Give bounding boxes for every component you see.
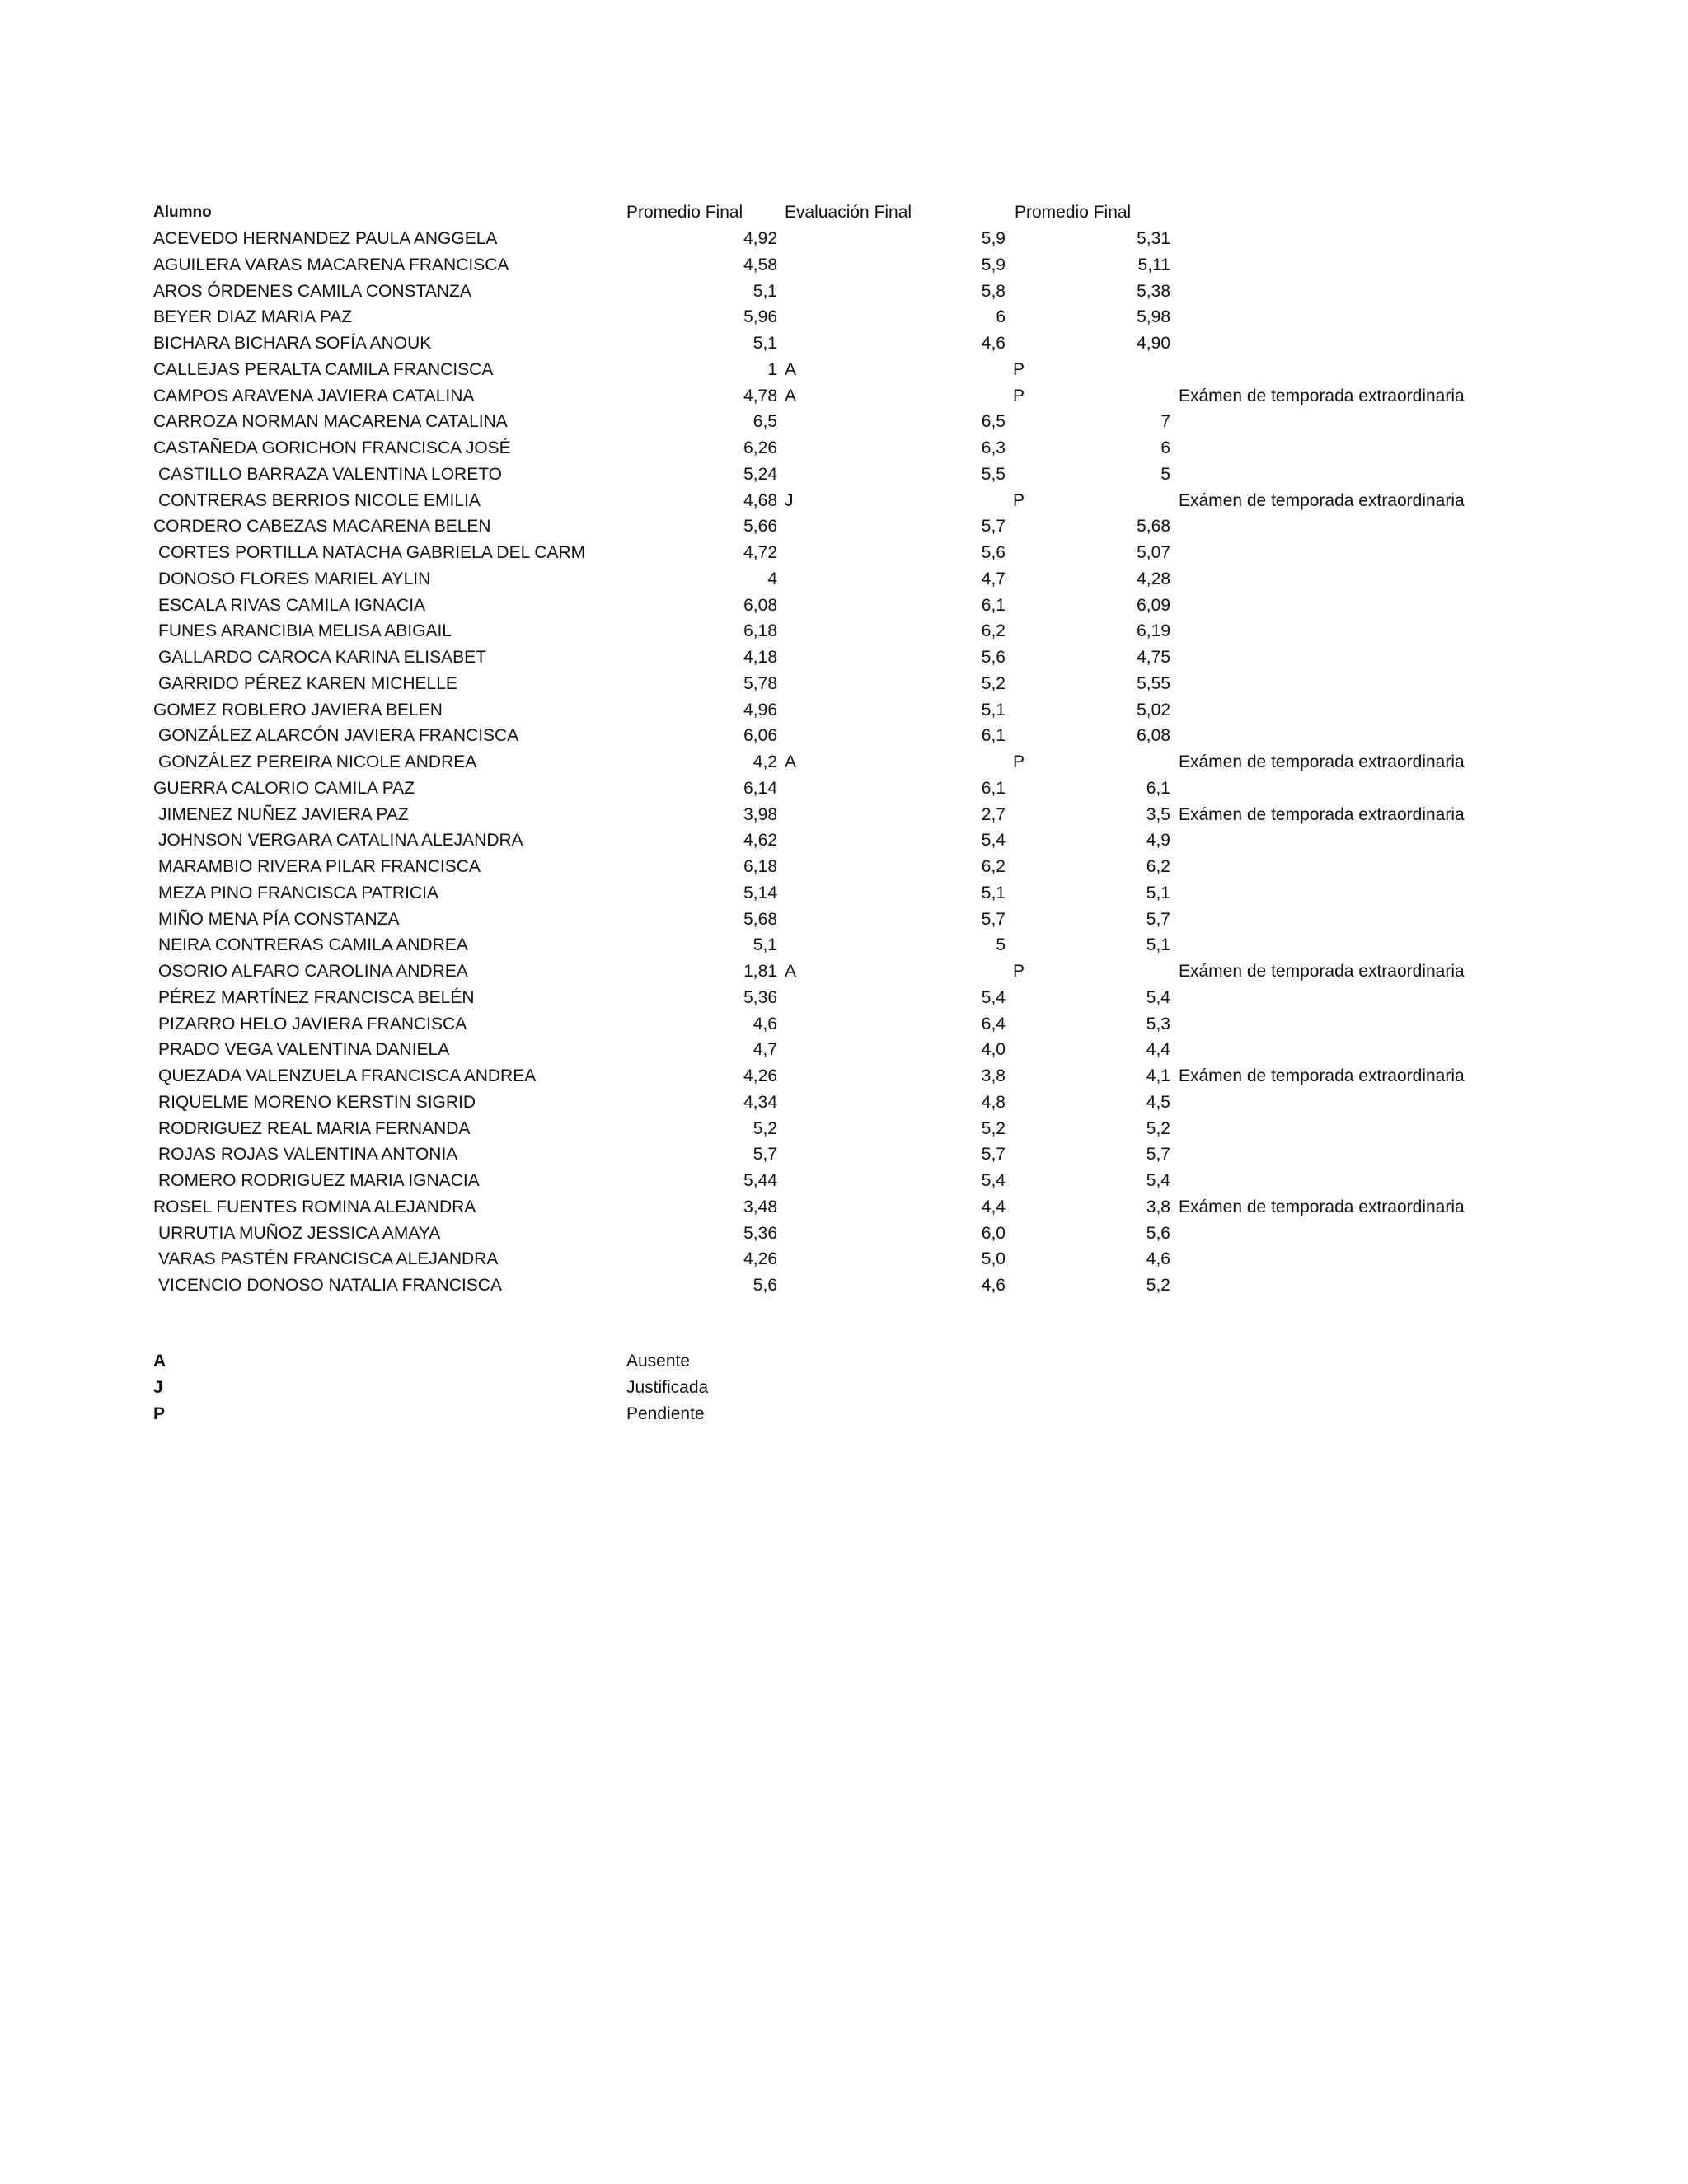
- note: Exámen de temporada extraordinaria: [1179, 804, 1465, 824]
- promedio-final-result: 5,6: [1146, 1223, 1170, 1243]
- student-name: BICHARA BICHARA SOFÍA ANOUK: [153, 334, 432, 353]
- evaluacion-final-value: 6,1: [981, 778, 1006, 798]
- evaluacion-final-value: 4,7: [981, 569, 1006, 588]
- note: Exámen de temporada extraordinaria: [1179, 1197, 1465, 1216]
- promedio-final-result: 4,6: [1146, 1249, 1170, 1269]
- evaluacion-final-value: 4,4: [981, 1197, 1006, 1216]
- evaluacion-final-value: 5,6: [981, 648, 1006, 667]
- student-name: JIMENEZ NUÑEZ JAVIERA PAZ: [158, 804, 409, 824]
- table-row: [0, 1221, 1688, 1247]
- evaluacion-final-value: 4,8: [981, 1092, 1006, 1112]
- student-name: VARAS PASTÉN FRANCISCA ALEJANDRA: [158, 1249, 499, 1269]
- table-row: [0, 644, 1688, 671]
- table-row: [0, 1037, 1688, 1063]
- promedio-final-value: 6,06: [743, 726, 777, 746]
- promedio-final-result: 6,09: [1137, 595, 1170, 615]
- promedio-final-result: 6,1: [1146, 778, 1170, 798]
- promedio-final-result: 5: [1160, 464, 1170, 484]
- table-row: [0, 252, 1688, 279]
- promedio-final-value: 4,6: [753, 1014, 777, 1033]
- promedio-final-result: 4,9: [1146, 831, 1170, 851]
- status-flag: A: [785, 752, 797, 771]
- promedio-final-result: 5,07: [1137, 543, 1170, 562]
- evaluacion-final-value: 6,1: [981, 595, 1006, 615]
- status-flag: A: [785, 359, 797, 379]
- header-row: [0, 199, 1688, 226]
- student-name: QUEZADA VALENZUELA FRANCISCA ANDREA: [158, 1066, 537, 1085]
- student-name: VICENCIO DONOSO NATALIA FRANCISCA: [158, 1276, 502, 1295]
- table-row: [0, 1090, 1688, 1116]
- student-name: CONTRERAS BERRIOS NICOLE EMILIA: [158, 490, 481, 510]
- table-row: [0, 566, 1688, 593]
- promedio-final-value: 4,2: [753, 752, 777, 771]
- student-name: GONZÁLEZ ALARCÓN JAVIERA FRANCISCA: [158, 726, 519, 746]
- evaluacion-final-value: 6,5: [981, 412, 1006, 432]
- table-row: [0, 1272, 1688, 1299]
- student-name: ESCALA RIVAS CAMILA IGNACIA: [158, 595, 426, 615]
- promedio-final-value: 5,1: [753, 935, 777, 955]
- promedio-final-value: 5,2: [753, 1118, 777, 1138]
- promedio-final-value: 4,7: [753, 1040, 777, 1060]
- table-row: [0, 985, 1688, 1011]
- evaluacion-final-value: 5: [996, 935, 1006, 955]
- evaluacion-final-value: 5,7: [981, 517, 1006, 537]
- promedio-final-value: 6,18: [743, 621, 777, 641]
- evaluacion-final-value: 5,5: [981, 464, 1006, 484]
- student-name: MIÑO MENA PÍA CONSTANZA: [158, 909, 400, 929]
- promedio-final-value: 6,18: [743, 857, 777, 876]
- status-flag: A: [785, 386, 797, 405]
- evaluacion-final-value: P: [1013, 752, 1025, 771]
- table-row: [0, 749, 1688, 776]
- student-name: ROSEL FUENTES ROMINA ALEJANDRA: [153, 1197, 476, 1216]
- promedio-final-value: 4,72: [743, 543, 777, 562]
- promedio-final-result: 6,2: [1146, 857, 1170, 876]
- promedio-final-result: 5,55: [1137, 673, 1170, 693]
- evaluacion-final-value: 5,4: [981, 831, 1006, 851]
- table-row: [0, 1063, 1688, 1090]
- table-row: [0, 409, 1688, 435]
- student-name: GARRIDO PÉREZ KAREN MICHELLE: [158, 673, 457, 693]
- header-promedio-final: Promedio Final: [626, 203, 743, 222]
- student-name: DONOSO FLORES MARIEL AYLIN: [158, 569, 431, 588]
- student-name: CAMPOS ARAVENA JAVIERA CATALINA: [153, 386, 475, 405]
- table-row: [0, 1141, 1688, 1168]
- student-name: ROMERO RODRIGUEZ MARIA IGNACIA: [158, 1171, 480, 1190]
- promedio-final-result: 3,5: [1146, 804, 1170, 824]
- promedio-final-value: 5,1: [753, 281, 777, 301]
- promedio-final-value: 5,66: [743, 517, 777, 537]
- promedio-final-value: 4,34: [743, 1092, 777, 1112]
- note: Exámen de temporada extraordinaria: [1179, 1066, 1465, 1085]
- promedio-final-value: 5,78: [743, 673, 777, 693]
- promedio-final-value: 4: [767, 569, 777, 588]
- promedio-final-value: 5,36: [743, 987, 777, 1007]
- table-row: [0, 304, 1688, 330]
- student-name: GONZÁLEZ PEREIRA NICOLE ANDREA: [158, 752, 477, 771]
- note: Exámen de temporada extraordinaria: [1179, 962, 1465, 981]
- promedio-final-result: 5,02: [1137, 700, 1170, 719]
- promedio-final-result: 4,4: [1146, 1040, 1170, 1060]
- promedio-final-value: 3,48: [743, 1197, 777, 1216]
- evaluacion-final-value: 4,6: [981, 1276, 1006, 1295]
- table-row: [0, 932, 1688, 958]
- promedio-final-result: 5,7: [1146, 909, 1170, 929]
- promedio-final-result: 5,68: [1137, 517, 1170, 537]
- evaluacion-final-value: 6: [996, 307, 1006, 327]
- student-name: URRUTIA MUÑOZ JESSICA AMAYA: [158, 1223, 441, 1243]
- evaluacion-final-value: 5,0: [981, 1249, 1006, 1269]
- student-name: CORDERO CABEZAS MACARENA BELEN: [153, 517, 491, 537]
- table-row: [0, 854, 1688, 880]
- promedio-final-value: 4,96: [743, 700, 777, 719]
- promedio-final-value: 6,08: [743, 595, 777, 615]
- promedio-final-value: 5,6: [753, 1276, 777, 1295]
- promedio-final-value: 3,98: [743, 804, 777, 824]
- promedio-final-result: 5,7: [1146, 1145, 1170, 1165]
- student-name: ROJAS ROJAS VALENTINA ANTONIA: [158, 1145, 458, 1165]
- promedio-final-value: 5,96: [743, 307, 777, 327]
- table-row: [0, 907, 1688, 933]
- student-name: GUERRA CALORIO CAMILA PAZ: [153, 778, 415, 798]
- legend-value: Justificada: [626, 1378, 709, 1397]
- promedio-final-value: 4,62: [743, 831, 777, 851]
- evaluacion-final-value: P: [1013, 359, 1025, 379]
- student-name: CARROZA NORMAN MACARENA CATALINA: [153, 412, 508, 432]
- student-name: ACEVEDO HERNANDEZ PAULA ANGGELA: [153, 229, 498, 248]
- evaluacion-final-value: 6,2: [981, 621, 1006, 641]
- promedio-final-result: 5,4: [1146, 1171, 1170, 1190]
- evaluacion-final-value: 6,4: [981, 1014, 1006, 1033]
- evaluacion-final-value: 5,7: [981, 909, 1006, 929]
- promedio-final-result: 4,5: [1146, 1092, 1170, 1112]
- promedio-final-value: 4,68: [743, 490, 777, 510]
- promedio-final-value: 6,5: [753, 412, 777, 432]
- promedio-final-value: 5,44: [743, 1171, 777, 1190]
- student-name: RODRIGUEZ REAL MARIA FERNANDA: [158, 1118, 471, 1138]
- legend-value: Pendiente: [626, 1404, 705, 1423]
- table-row: [0, 226, 1688, 252]
- table-row: [0, 330, 1688, 357]
- student-name: MEZA PINO FRANCISCA PATRICIA: [158, 883, 438, 902]
- promedio-final-result: 5,98: [1137, 307, 1170, 327]
- promedio-final-result: 5,1: [1146, 883, 1170, 902]
- table-row: [0, 776, 1688, 802]
- promedio-final-value: 4,26: [743, 1249, 777, 1269]
- promedio-final-result: 4,28: [1137, 569, 1170, 588]
- promedio-final-value: 5,7: [753, 1145, 777, 1165]
- evaluacion-final-value: 5,9: [981, 255, 1006, 274]
- legend-key: A: [153, 1352, 166, 1371]
- evaluacion-final-value: 5,2: [981, 673, 1006, 693]
- promedio-final-value: 4,58: [743, 255, 777, 274]
- table-row: [0, 279, 1688, 305]
- promedio-final-result: 6,19: [1137, 621, 1170, 641]
- promedio-final-value: 5,68: [743, 909, 777, 929]
- promedio-final-value: 5,1: [753, 334, 777, 353]
- promedio-final-result: 5,2: [1146, 1276, 1170, 1295]
- status-flag: J: [785, 490, 794, 510]
- promedio-final-result: 5,38: [1137, 281, 1170, 301]
- student-name: AGUILERA VARAS MACARENA FRANCISCA: [153, 255, 509, 274]
- promedio-final-value: 1,81: [743, 962, 777, 981]
- evaluacion-final-value: 6,1: [981, 726, 1006, 746]
- table-row: [0, 357, 1688, 383]
- promedio-final-result: 3,8: [1146, 1197, 1170, 1216]
- student-name: CALLEJAS PERALTA CAMILA FRANCISCA: [153, 359, 494, 379]
- table-row: [0, 462, 1688, 488]
- evaluacion-final-value: 5,9: [981, 229, 1006, 248]
- promedio-final-value: 4,18: [743, 648, 777, 667]
- legend-item: [0, 1375, 1688, 1401]
- promedio-final-result: 4,90: [1137, 334, 1170, 353]
- promedio-final-result: 5,3: [1146, 1014, 1170, 1033]
- student-name: CASTILLO BARRAZA VALENTINA LORETO: [158, 464, 503, 484]
- promedio-final-result: 6: [1160, 438, 1170, 457]
- legend-key: J: [153, 1378, 163, 1397]
- student-name: FUNES ARANCIBIA MELISA ABIGAIL: [158, 621, 452, 641]
- table-row: [0, 618, 1688, 644]
- table-row: [0, 827, 1688, 854]
- legend-key: P: [153, 1404, 166, 1423]
- evaluacion-final-value: P: [1013, 962, 1025, 981]
- evaluacion-final-value: 6,3: [981, 438, 1006, 457]
- evaluacion-final-value: P: [1013, 386, 1025, 405]
- evaluacion-final-value: 5,4: [981, 987, 1006, 1007]
- header-alumno: Alumno: [153, 204, 212, 221]
- evaluacion-final-value: 6,2: [981, 857, 1006, 876]
- evaluacion-final-value: 2,7: [981, 804, 1006, 824]
- evaluacion-final-value: 6,0: [981, 1223, 1006, 1243]
- table-row: [0, 697, 1688, 724]
- legend-item: [0, 1348, 1688, 1375]
- table-row: [0, 671, 1688, 697]
- table-row: [0, 958, 1688, 985]
- promedio-final-result: 5,11: [1137, 255, 1170, 274]
- promedio-final-result: 4,75: [1137, 648, 1170, 667]
- legend-value: Ausente: [626, 1352, 691, 1371]
- promedio-final-result: 5,4: [1146, 987, 1170, 1007]
- header-evaluacion-final: Evaluación Final: [785, 203, 912, 222]
- note: Exámen de temporada extraordinaria: [1179, 386, 1465, 405]
- table-row: [0, 723, 1688, 749]
- promedio-final-value: 6,14: [743, 778, 777, 798]
- table-row: [0, 1011, 1688, 1038]
- table-row: [0, 1194, 1688, 1221]
- student-name: JOHNSON VERGARA CATALINA ALEJANDRA: [158, 831, 523, 851]
- table-row: [0, 435, 1688, 462]
- promedio-final-result: 5,1: [1146, 935, 1170, 955]
- promedio-final-value: 5,14: [743, 883, 777, 902]
- evaluacion-final-value: 5,4: [981, 1171, 1006, 1190]
- evaluacion-final-value: 4,0: [981, 1040, 1006, 1060]
- table-row: [0, 1168, 1688, 1194]
- table-row: [0, 802, 1688, 828]
- evaluacion-final-value: 3,8: [981, 1066, 1006, 1085]
- table-row: [0, 540, 1688, 566]
- status-flag: A: [785, 962, 797, 981]
- table-row: [0, 1246, 1688, 1272]
- student-name: RIQUELME MORENO KERSTIN SIGRID: [158, 1092, 476, 1112]
- table-row: [0, 488, 1688, 514]
- evaluacion-final-value: 4,6: [981, 334, 1006, 353]
- student-name: AROS ÓRDENES CAMILA CONSTANZA: [153, 281, 471, 301]
- evaluacion-final-value: 5,7: [981, 1145, 1006, 1165]
- evaluacion-final-value: 5,2: [981, 1118, 1006, 1138]
- student-name: BEYER DIAZ MARIA PAZ: [153, 307, 353, 327]
- promedio-final-result: 6,08: [1137, 726, 1170, 746]
- promedio-final-value: 4,26: [743, 1066, 777, 1085]
- student-name: GALLARDO CAROCA KARINA ELISABET: [158, 648, 486, 667]
- student-name: NEIRA CONTRERAS CAMILA ANDREA: [158, 935, 468, 955]
- student-name: PRADO VEGA VALENTINA DANIELA: [158, 1040, 450, 1060]
- promedio-final-value: 6,26: [743, 438, 777, 457]
- student-name: PIZARRO HELO JAVIERA FRANCISCA: [158, 1014, 467, 1033]
- promedio-final-value: 5,36: [743, 1223, 777, 1243]
- evaluacion-final-value: P: [1013, 490, 1025, 510]
- promedio-final-result: 5,2: [1146, 1118, 1170, 1138]
- student-name: CORTES PORTILLA NATACHA GABRIELA DEL CARM: [158, 543, 586, 562]
- promedio-final-value: 1: [767, 359, 777, 379]
- legend-item: [0, 1401, 1688, 1427]
- evaluacion-final-value: 5,1: [981, 883, 1006, 902]
- table-row: [0, 593, 1688, 619]
- promedio-final-value: 5,24: [743, 464, 777, 484]
- student-name: MARAMBIO RIVERA PILAR FRANCISCA: [158, 857, 481, 876]
- table-row: [0, 880, 1688, 907]
- header-promedio-final-2: Promedio Final: [1015, 203, 1132, 222]
- promedio-final-result: 7: [1160, 412, 1170, 432]
- student-name: GOMEZ ROBLERO JAVIERA BELEN: [153, 700, 443, 719]
- evaluacion-final-value: 5,1: [981, 700, 1006, 719]
- promedio-final-value: 4,78: [743, 386, 777, 405]
- table-row: [0, 1116, 1688, 1142]
- promedio-final-value: 4,92: [743, 229, 777, 248]
- promedio-final-result: 4,1: [1146, 1066, 1170, 1085]
- table-row: [0, 513, 1688, 540]
- note: Exámen de temporada extraordinaria: [1179, 490, 1465, 510]
- table-row: [0, 383, 1688, 410]
- promedio-final-result: 5,31: [1137, 229, 1170, 248]
- student-name: OSORIO ALFARO CAROLINA ANDREA: [158, 962, 468, 981]
- student-name: CASTAÑEDA GORICHON FRANCISCA JOSÉ: [153, 438, 511, 457]
- evaluacion-final-value: 5,8: [981, 281, 1006, 301]
- note: Exámen de temporada extraordinaria: [1179, 752, 1465, 771]
- student-name: PÉREZ MARTÍNEZ FRANCISCA BELÉN: [158, 987, 475, 1007]
- evaluacion-final-value: 5,6: [981, 543, 1006, 562]
